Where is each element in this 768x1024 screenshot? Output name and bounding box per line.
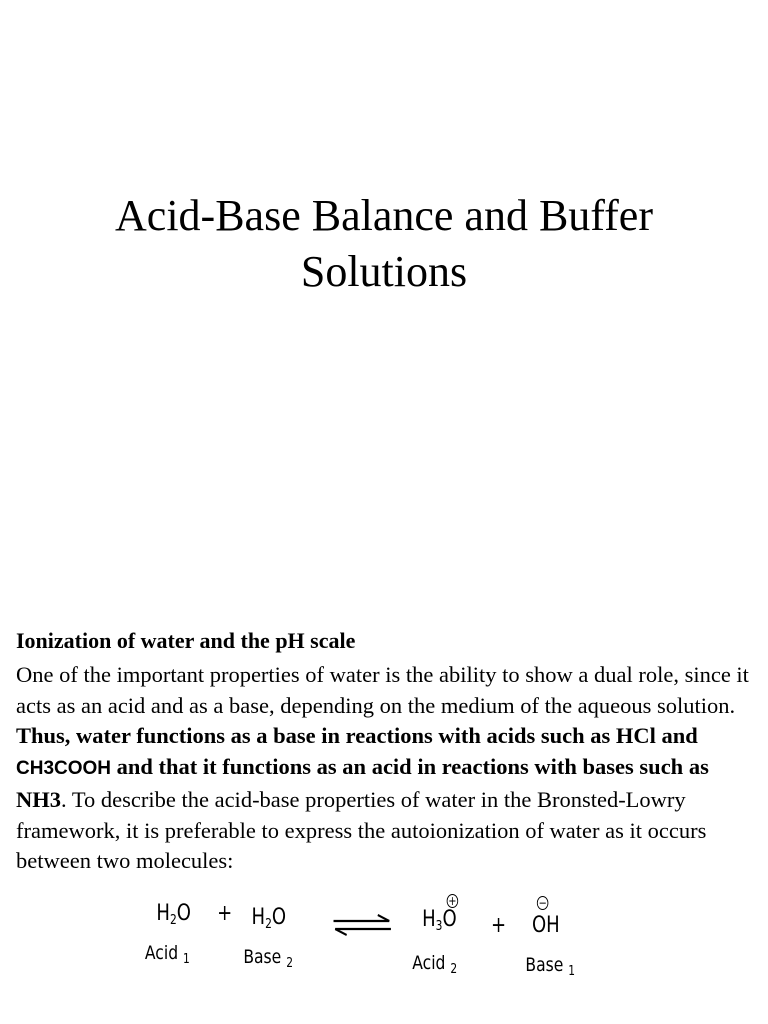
plus-sign-1: +: [217, 901, 233, 926]
product-2-label: Base $_1$: [525, 954, 576, 979]
para-bold-chem: CH3COOH: [16, 758, 112, 780]
content-section: [16, 626, 754, 877]
product-1-formula: $H_3O$: [422, 907, 457, 934]
plus-sign-2: +: [490, 913, 507, 938]
para-text-1: One of the important properties of water is the ability to show a dual role, since it acts as an acid and as a base, depending on the medium of the aqueous solution.: [16, 662, 749, 718]
para-bold-2: and that it functions as an acid in reactions with bases such as NH3: [16, 754, 709, 812]
product-1-label: Acid $_2$: [412, 952, 458, 977]
reactant-1-formula: $H_2O$: [156, 901, 191, 928]
title-line-1: Acid-Base Balance and Buffer: [115, 191, 653, 240]
para-text-2: . To describe the acid-base properties of water in the Bronsted-Lowry framework, it is preferable to express the autoionization of water as it occurs between two molecules:: [16, 786, 707, 874]
slide-title: [60, 188, 708, 300]
equilibrium-arrow-icon: [332, 914, 393, 936]
product-2-formula: OH: [531, 913, 560, 938]
positive-charge-icon: +: [448, 894, 457, 908]
reactant-2-formula: $H_2O$: [251, 905, 287, 932]
reactant-2-label: Base $_2$: [243, 946, 294, 971]
para-bold-1: Thus, water functions as a base in reactions with acids such as HCl and: [16, 723, 698, 749]
reactant-1-label: Acid $_1$: [144, 942, 190, 967]
title-line-2: Solutions: [300, 247, 468, 296]
negative-charge-icon: −: [538, 896, 547, 910]
body-paragraph: [16, 660, 754, 877]
section-heading: Ionization of water and the pH scale: [16, 628, 356, 653]
autoionization-equation: [140, 892, 576, 984]
